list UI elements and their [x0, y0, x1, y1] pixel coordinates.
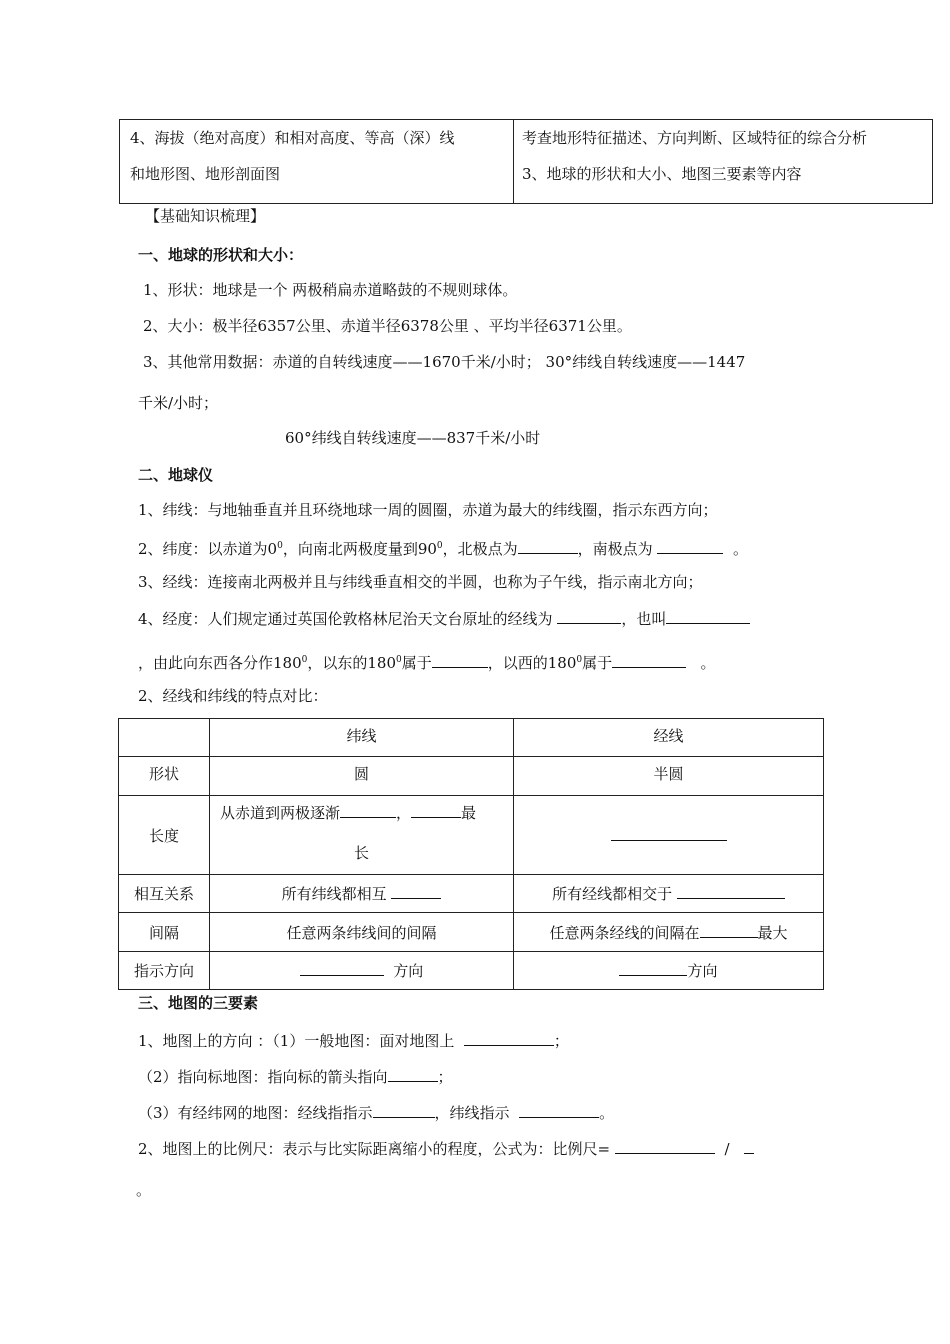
lon-direction-text: 方向 [687, 962, 718, 980]
sec2-item2 [138, 536, 748, 559]
header-latitude: 纬线 [210, 719, 514, 757]
top-table [119, 119, 933, 204]
lon-relation-text: 所有经线都相交于 [552, 885, 673, 903]
sec2-item1: 1、纬线：与地轴垂直并且环绕地球一周的圆圈，赤道为最大的纬线圈，指示东西方向； [138, 501, 718, 519]
sec3-item2-text: （2）指向标地图：指向标的箭头指向 [138, 1068, 388, 1086]
sec1-item3-line2: 千米/小时； [138, 394, 219, 412]
sec2-item4-a: 4、经度：人们规定通过英国伦敦格林尼治天文台原址的经线为 [138, 610, 553, 628]
scale-denominator-blank[interactable] [744, 1138, 754, 1154]
scale-numerator-blank[interactable] [615, 1138, 715, 1154]
lon-interval-b: 最大 [757, 923, 788, 942]
sec1-item3-line1: 3、其他常用数据：赤道的自转线速度——1670千米/小时； 30°纬线自转线速度——1447 [143, 353, 746, 371]
sec3-item1 [138, 1030, 569, 1051]
sec2-item4-line1 [138, 608, 750, 629]
sec1-item1: 1、形状：地球是一个 两极稍扁赤道略鼓的不规则球体。 [143, 281, 518, 299]
lon-relation-cell [514, 875, 824, 913]
east-hemisphere-blank[interactable] [432, 652, 488, 668]
compare-table [118, 718, 824, 990]
sec3-item3-b: ，纬线指示 [434, 1104, 510, 1122]
sec1-item3-line3: 60°纬线自转线速度——837千米/小时 [285, 429, 541, 447]
degree-sup: 0 [436, 541, 443, 551]
degree-sup: 0 [576, 655, 583, 665]
lon-direction-blank[interactable] [619, 960, 687, 976]
degree-sup: 0 [301, 655, 308, 665]
header-empty-cell [119, 719, 210, 757]
top-table-right-cell [514, 120, 933, 204]
sec2-item2-c: ，北极点为 [442, 540, 518, 558]
lat-length-c: 最 [461, 804, 477, 822]
sec3-title: 三、地图的三要素 [138, 994, 259, 1012]
row-label-shape: 形状 [119, 757, 210, 796]
parallel-direction-blank[interactable] [519, 1102, 599, 1118]
header-longitude: 经线 [514, 719, 824, 757]
row-label-relation: 相互关系 [119, 875, 210, 913]
lon-length-blank[interactable] [611, 825, 727, 841]
sec3-item3-end: 。 [599, 1104, 615, 1122]
sec2-item2-b: ，向南北两极度量到90 [282, 540, 437, 558]
map-top-direction-blank[interactable] [464, 1030, 554, 1046]
top-right-line2: 3、地球的形状和大小、地图三要素等内容 [522, 165, 802, 183]
sec3-item4-text: 2、地图上的比例尺：表示与比实际距离缩小的程度，公式为：比例尺= [138, 1140, 611, 1158]
prime-meridian-alias-blank[interactable] [666, 608, 750, 624]
sec1-title: 一、地球的形状和大小： [138, 246, 304, 264]
sec2-item4-h: 。 [700, 654, 716, 672]
lon-interval-blank[interactable] [700, 922, 758, 938]
lat-direction-text: 方向 [393, 962, 424, 980]
sec2-item4-line2 [138, 650, 715, 673]
lat-length-cell [210, 796, 514, 875]
lat-length-a: 从赤道到两极逐渐 [220, 804, 341, 822]
row-label-direction: 指示方向 [119, 952, 210, 990]
top-right-line1: 考查地形特征描述、方向判断、区域特征的综合分析 [522, 129, 868, 147]
sec2-item2-e: 。 [733, 540, 749, 558]
sec2-item2-d: ，南极点为 [577, 540, 653, 558]
sec2-item4-d: ，以东的180 [307, 654, 397, 672]
lat-relation-cell [210, 875, 514, 913]
lat-relation-blank[interactable] [391, 883, 441, 899]
lon-length-cell [514, 796, 824, 875]
row-label-length: 长度 [119, 796, 210, 875]
sec1-item2: 2、大小：极半径6357公里、赤道半径6378公里 、平均半径6371公里。 [143, 317, 632, 335]
sec2-title: 二、地球仪 [138, 466, 214, 484]
section-heading: 【基础知识梳理】 [145, 207, 266, 225]
top-left-line2: 和地形图、地形剖面图 [130, 165, 281, 183]
lat-shape: 圆 [210, 757, 514, 796]
lat-direction-blank[interactable] [300, 960, 384, 976]
top-table-left-cell [120, 120, 514, 204]
lat-direction-cell [210, 952, 514, 990]
north-pole-blank[interactable] [518, 538, 578, 554]
sec3-item1-end: ； [553, 1032, 569, 1050]
sec3-item4-end: 。 [136, 1181, 152, 1199]
sec2-item4-c: ，由此向东西各分作180 [138, 654, 302, 672]
sec3-item4 [138, 1138, 754, 1159]
sec2-item4-f: ，以西的180 [487, 654, 577, 672]
lon-relation-blank[interactable] [677, 883, 785, 899]
compare-title: 2、经线和纬线的特点对比： [138, 687, 328, 705]
sec3-item3-a: （3）有经纬网的地图：经线指指示 [138, 1104, 373, 1122]
sec2-item4-e: 属于 [401, 654, 432, 672]
row-label-interval: 间隔 [119, 913, 210, 952]
degree-sup: 0 [277, 541, 283, 551]
lat-length-d: 长 [353, 844, 369, 862]
lat-length-blank-1[interactable] [340, 802, 396, 818]
lat-length-blank-2[interactable] [411, 802, 461, 818]
sec3-item2-end: ； [437, 1068, 453, 1086]
lon-interval-cell [514, 913, 824, 952]
degree-sup: 0 [396, 655, 402, 665]
meridian-direction-blank[interactable] [373, 1102, 435, 1118]
south-pole-blank[interactable] [657, 538, 723, 554]
top-left-line1: 4、海拔（绝对高度）和相对高度、等高（深）线 [130, 129, 455, 147]
sec3-item3 [138, 1102, 614, 1123]
lat-interval: 任意两条纬线间的间隔 [210, 913, 514, 952]
arrow-direction-blank[interactable] [388, 1066, 438, 1082]
lat-relation-text: 所有纬线都相互 [281, 885, 387, 903]
prime-meridian-blank[interactable] [557, 608, 621, 624]
sec2-item2-a: 2、纬度：以赤道为0 [138, 540, 278, 558]
lon-interval-a: 任意两条经线的间隔在 [549, 923, 700, 942]
sec3-item2 [138, 1066, 453, 1087]
lon-shape: 半圆 [514, 757, 824, 796]
lat-length-b: ， [396, 804, 412, 822]
west-hemisphere-blank[interactable] [612, 652, 686, 668]
sec2-item4-b: ，也叫 [621, 610, 667, 628]
sec3-item1-text: 1、地图上的方向 ：（1）一般地图：面对地图上 [138, 1032, 455, 1050]
lon-direction-cell [514, 952, 824, 990]
scale-slash: / [724, 1140, 730, 1158]
sec2-item4-g: 属于 [582, 654, 613, 672]
sec2-item3: 3、经线：连接南北两极并且与纬线垂直相交的半圆，也称为子午线，指示南北方向； [138, 573, 703, 591]
